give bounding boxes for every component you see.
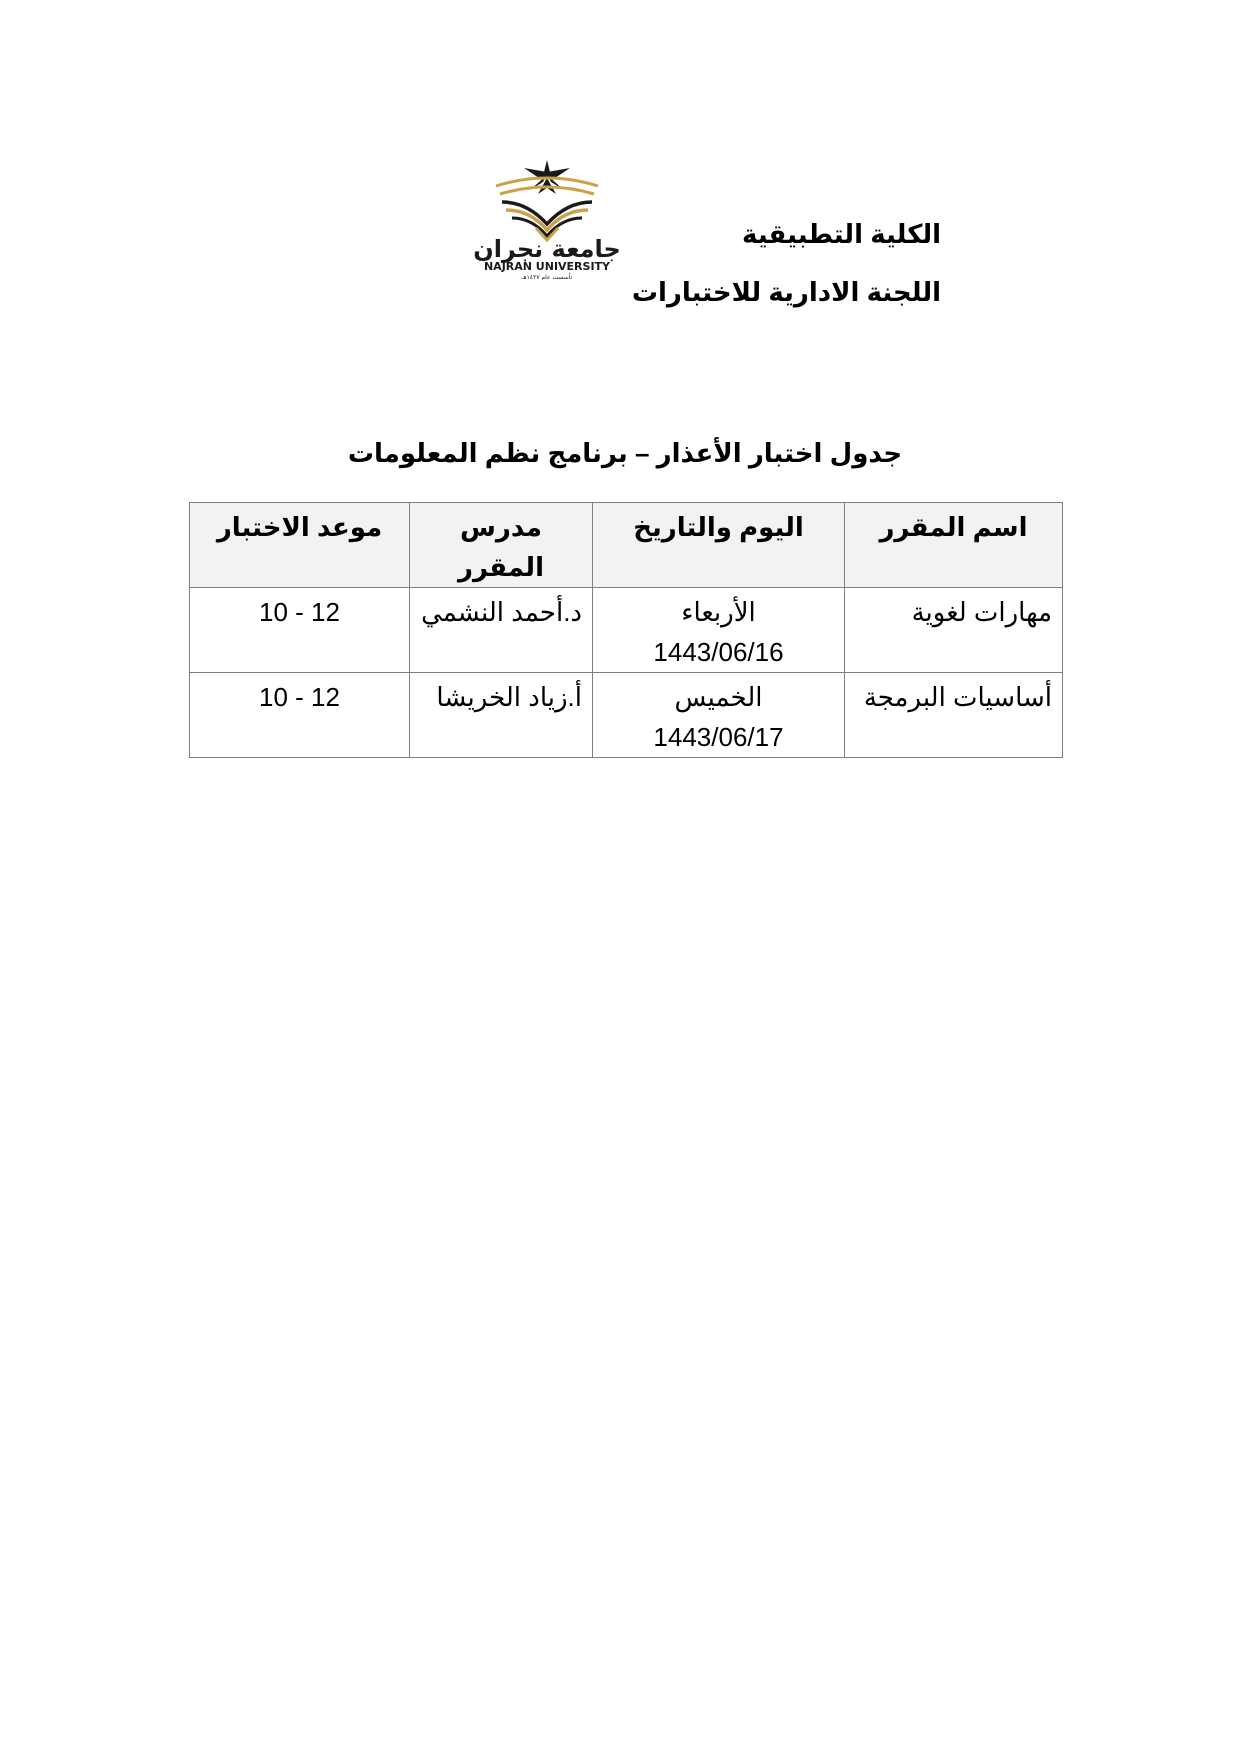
logo-founded: تأسست عام ١٤٢٧هـ [521, 274, 573, 280]
cell-time-value: 10 - 12 [259, 597, 340, 627]
cell-teacher: د.أحمد النشمي [410, 588, 593, 673]
logo-emblem-icon [452, 150, 642, 280]
header-date: اليوم والتاريخ [593, 503, 845, 588]
cell-course: مهارات لغوية [845, 588, 1063, 673]
cell-date-value: 1443/06/17 [653, 722, 784, 752]
cell-day: الخميس [674, 682, 763, 712]
header-teacher: مدرس المقرر [410, 503, 593, 588]
cell-date [593, 588, 845, 673]
college-name: الكلية التطبيقية [742, 219, 941, 249]
cell-course: أساسيات البرمجة [845, 673, 1063, 758]
cell-date-value: 1443/06/16 [653, 637, 784, 667]
cell-teacher: أ.زياد الخريشا [410, 673, 593, 758]
exam-schedule-table [189, 502, 1063, 758]
najran-university-logo [452, 150, 642, 280]
cell-time [190, 673, 410, 758]
page-title: جدول اختبار الأعذار – برنامج نظم المعلومات [347, 438, 903, 468]
cell-time [190, 588, 410, 673]
cell-day: الأربعاء [681, 597, 756, 627]
table-row [190, 673, 1063, 758]
table-row [190, 588, 1063, 673]
header-course: اسم المقرر [845, 503, 1063, 588]
header-time: موعد الاختبار [190, 503, 410, 588]
cell-date [593, 673, 845, 758]
document-header [632, 205, 941, 321]
committee-name: اللجنة الادارية للاختبارات [631, 277, 941, 307]
logo-english-name: NAJRAN UNIVERSITY [483, 260, 611, 273]
cell-time-value: 10 - 12 [259, 682, 340, 712]
table-header-row [190, 503, 1063, 588]
logo-arabic-name: جامعة نجران [473, 235, 621, 263]
